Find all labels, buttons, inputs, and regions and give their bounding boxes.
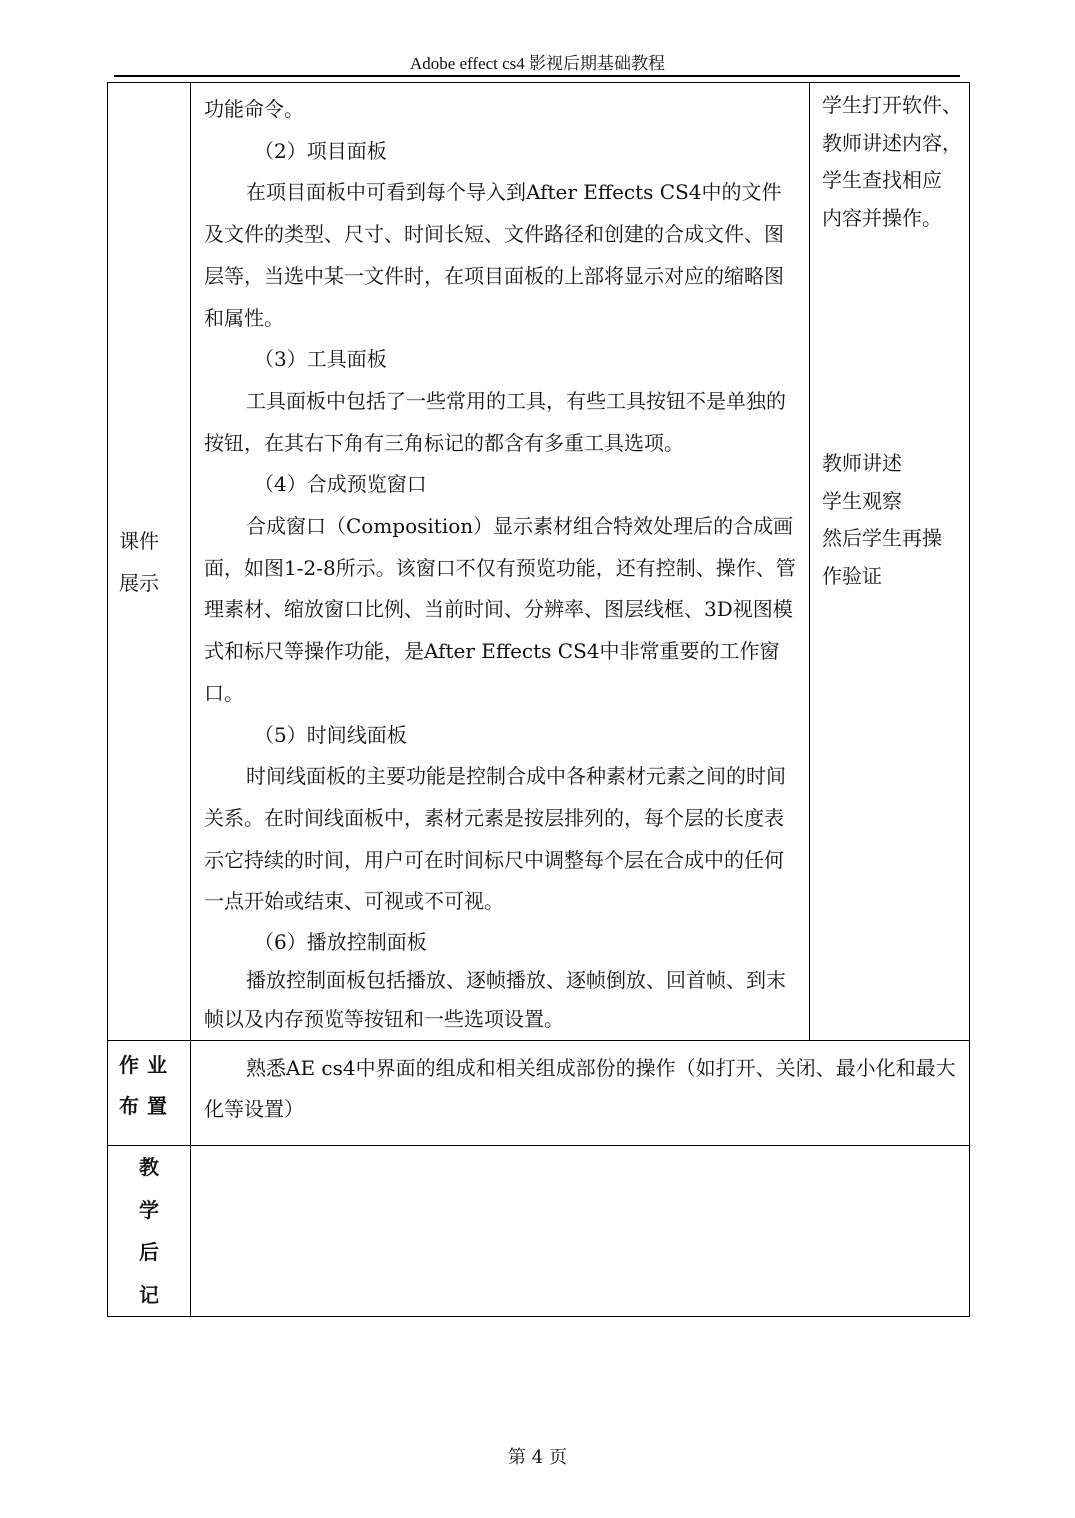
row-label-line: 课件 [119, 528, 159, 553]
activity-line: 学生查找相应 [822, 168, 942, 192]
row-label-char: 记 [139, 1282, 159, 1307]
row-label-reflection [108, 1146, 191, 1317]
activity-line: 学生打开软件、 [822, 93, 962, 117]
paragraph: 熟悉AE cs4中界面的组成和相关组成部份的操作（如打开、关闭、最小化和最大化等设置） [204, 1056, 956, 1121]
table-row-courseware [108, 83, 970, 1041]
courseware-activity-notes [810, 83, 970, 1041]
row-label-line: 展示 [119, 570, 159, 595]
section-heading: （2）项目面板 [254, 138, 387, 163]
page-number: 第 4 页 [508, 1447, 567, 1468]
row-label-courseware [108, 83, 191, 1041]
table-row-homework [108, 1041, 970, 1146]
activity-line: 作验证 [822, 563, 882, 588]
courseware-content [191, 83, 810, 1041]
row-label-char: 后 [139, 1240, 159, 1264]
homework-content [191, 1041, 970, 1146]
paragraph: 工具面板中包括了一些常用的工具，有些工具按钮不是单独的按钮，在其右下角有三角标记的都含有多重工具选项。 [204, 388, 786, 455]
row-label-line: 布置 [119, 1094, 175, 1118]
row-label-homework [108, 1041, 191, 1146]
section-heading: （6）播放控制面板 [254, 930, 427, 955]
row-label-char: 学 [139, 1197, 159, 1222]
paragraph: 时间线面板的主要功能是控制合成中各种素材元素之间的时间关系。在时间线面板中，素材元素是按层排列的，每个层的长度表示它持续的时间，用户可在时间标尺中调整每个层在合成中的任何一点开始或结束、可视或不可视。 [204, 764, 786, 914]
row-label-line: 作业 [119, 1053, 175, 1077]
paragraph: 在项目面板中可看到每个导入到After Effects CS4中的文件及文件的类型、尺寸、时间长短、文件路径和创建的合成文件、图层等，当选中某一文件时，在项目面板的上部将显示对应的缩略图和属性。 [204, 180, 784, 330]
activity-line: 教师讲述 [822, 451, 902, 475]
section-heading: （5）时间线面板 [254, 722, 407, 747]
row-label-char: 教 [139, 1155, 159, 1179]
paragraph: 播放控制面板包括播放、逐帧播放、逐帧倒放、回首帧、到末帧以及内存预览等按钮和一些选项设置。 [204, 968, 786, 1032]
paragraph: 合成窗口（Composition）显示素材组合特效处理后的合成画面，如图1-2-8所示。该窗口不仅有预览功能，还有控制、操作、管理素材、缩放窗口比例、当前时间、分辨率、图层线框、3D视图模式和标尺等操作功能，是After Effects CS4中非常重要的工作窗口。 [204, 514, 796, 705]
activity-line: 学生观察 [822, 488, 902, 513]
section-heading: （3）工具面板 [254, 347, 387, 372]
activity-line: 教师讲述内容， [822, 130, 962, 155]
lesson-table [107, 82, 970, 1317]
activity-line: 内容并操作。 [822, 205, 942, 230]
activity-line: 然后学生再操 [822, 526, 942, 550]
table-row-reflection [108, 1146, 970, 1317]
spacer [822, 237, 969, 445]
section-heading: （4）合成预览窗口 [254, 472, 427, 497]
page-header-title: Adobe effect cs4 影视后期基础教程 [409, 54, 666, 73]
reflection-content [191, 1146, 970, 1317]
header-divider [114, 75, 960, 77]
paragraph: 功能命令。 [204, 97, 304, 121]
